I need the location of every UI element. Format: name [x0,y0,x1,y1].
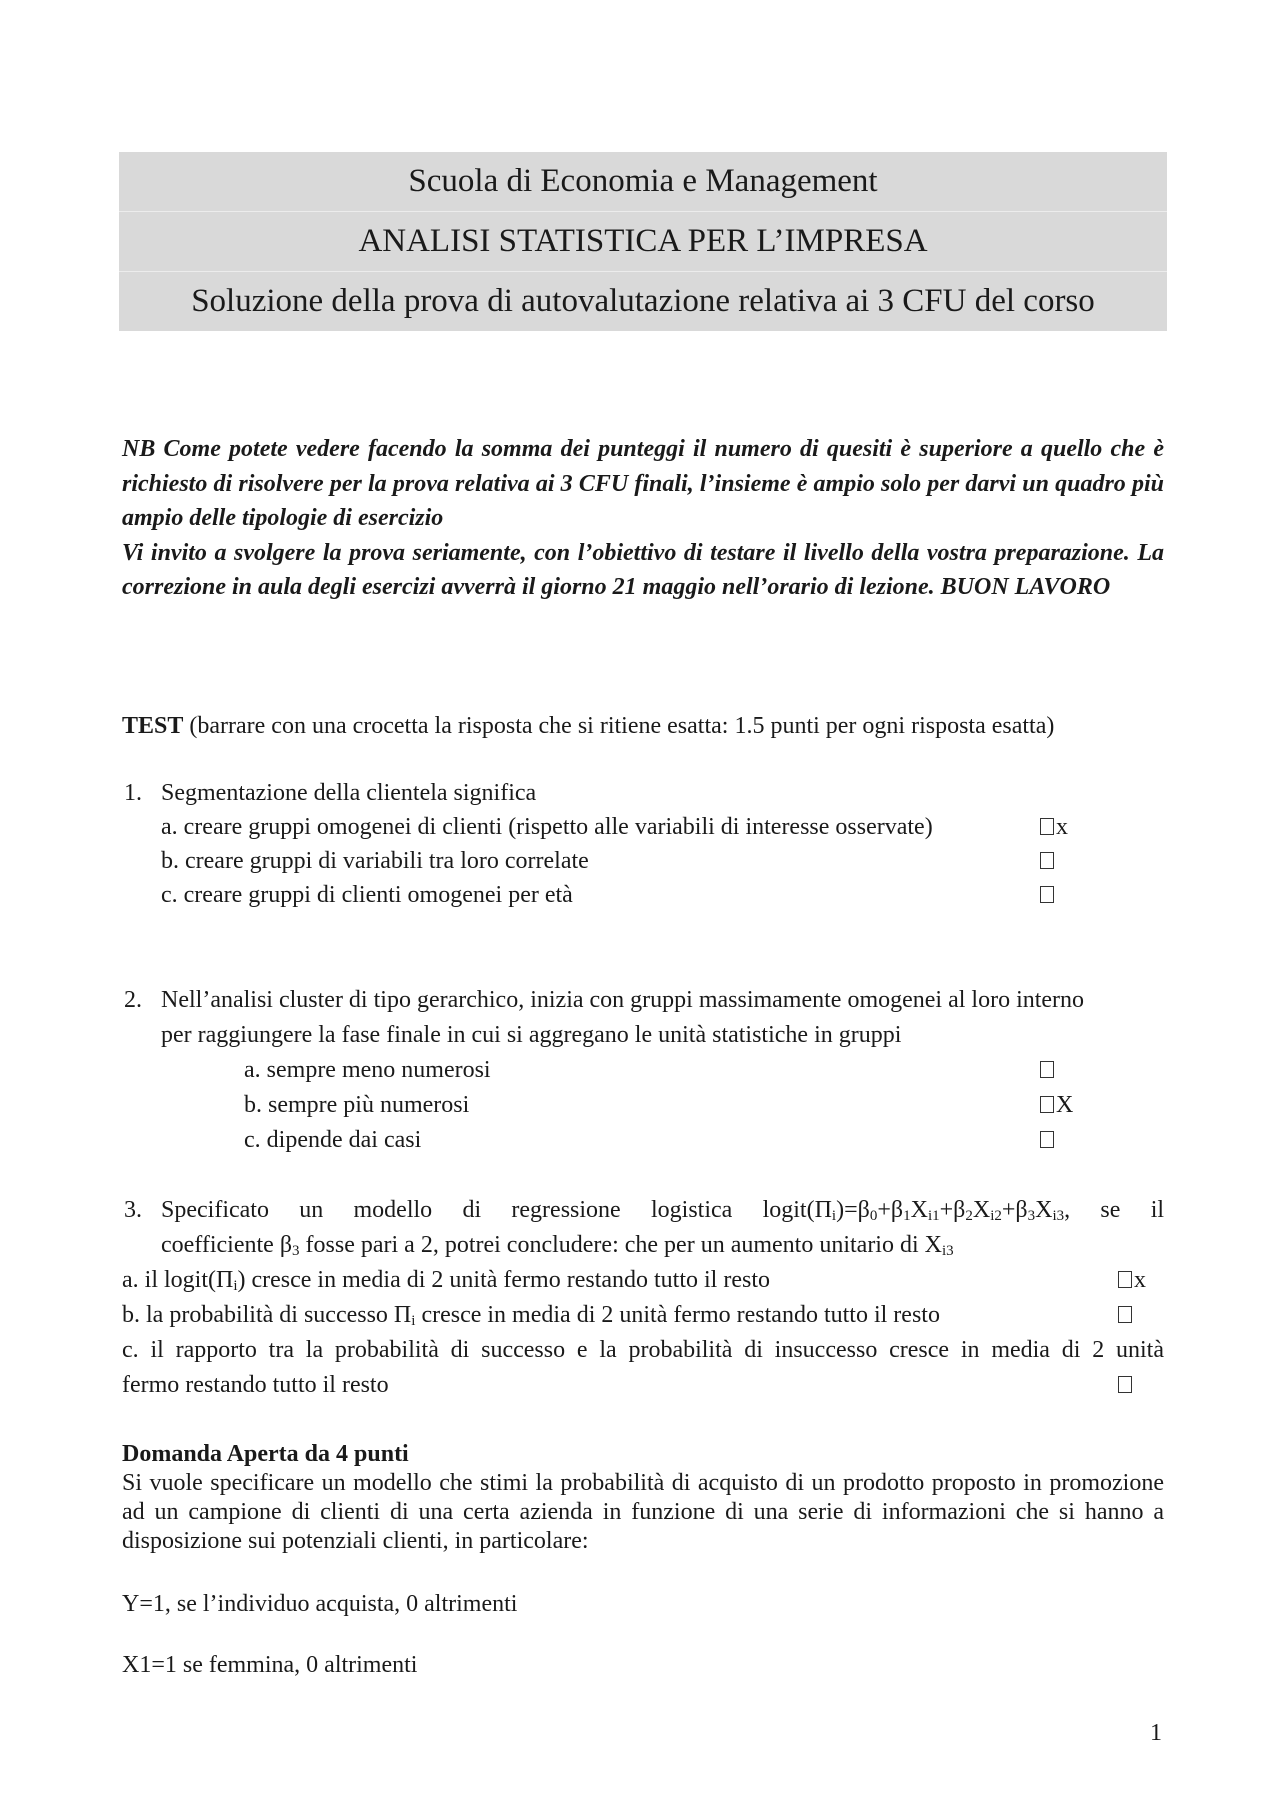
x1-definition: X1=1 se femmina, 0 altrimenti [122,1652,418,1678]
checkbox-icon [1040,1131,1054,1148]
q1-option-a: a. creare gruppi omogenei di clienti (rispetto alle variabili di interesse osservate) [161,814,933,840]
q3-word: se [1100,1197,1121,1223]
checkbox-icon [1040,852,1054,869]
q3-option-b-checkbox[interactable] [1118,1298,1134,1332]
q3-option-a-mark: x [1134,1267,1146,1293]
checkbox-icon [1118,1376,1132,1393]
q2-option-c: c. dipende dai casi [244,1127,422,1153]
q2-option-b-mark: X [1056,1092,1074,1118]
q3-line-1 [161,1193,1164,1227]
q3-word: il [1150,1197,1165,1223]
q3-word: Specificato [161,1197,269,1223]
q3-option-c-line-1: c. il rapporto tra la probabilità di successo e la probabilità di insuccesso cresce in media di 2 unità [122,1337,1164,1363]
q2-option-c-checkbox[interactable] [1040,1123,1056,1157]
test-instructions: (barrare con una crocetta la risposta che si ritiene esatta: 1.5 punti per ogni risposta esatta) [189,713,1055,739]
page-number: 1 [1150,1720,1162,1746]
q2-option-a: a. sempre meno numerosi [244,1057,491,1083]
checkbox-icon [1040,1061,1054,1078]
q2-option-b-checkbox[interactable] [1040,1088,1073,1122]
checkbox-icon [1040,818,1054,835]
q3-word: un [299,1197,324,1223]
school-name: Scuola di Economia e Management [408,163,878,199]
checkbox-icon [1040,1096,1054,1113]
open-question-text: Si vuole specificare un modello che stimi la probabilità di acquisto di un prodotto proposto in promozione ad un campione di clienti di una certa azienda in funzione di una serie di informazioni che si hanno a disposizione sui potenziali clienti, in particolare: [122,1470,1164,1554]
q1-option-a-mark: x [1056,814,1068,840]
q3-option-c-checkbox[interactable] [1118,1368,1134,1402]
q3-option-a: a. il $logit(\Pi_i)$ cresce in media di 2 unità fermo restando tutto il resto [122,1267,770,1294]
q2-line-2: per raggiungere la fase finale in cui si aggregano le unità statistiche in gruppi [161,1022,902,1048]
q3-option-c-line-2: fermo restando tutto il resto [122,1372,389,1398]
q3-formula: $logit(\Pi_i)=\beta_0+\beta_1X_{i1}+\beta_2X_{i2}+\beta_3X_{i3}$, [762,1197,1071,1224]
q1-question: Segmentazione della clientela significa [161,780,537,806]
q3-option-b: b. la probabilità di successo $\Pi_i$ cresce in media di 2 unità fermo restando tutto il resto [122,1302,940,1329]
q1-option-a-checkbox[interactable] [1040,810,1068,844]
q2-line-1: Nell’analisi cluster di tipo gerarchico, inizia con gruppi massimamente omogenei al loro interno [161,987,1085,1013]
document-subtitle: Soluzione della prova di autovalutazione relativa ai 3 CFU del corso [119,271,1167,331]
y-definition: Y=1, se l’individuo acquista, 0 altrimenti [122,1591,518,1617]
q3-number: 3. [124,1197,142,1223]
nb-paragraph-2: Vi invito a svolgere la prova seriamente, con l’obiettivo di testare il livello della vostra preparazione. La correzione in aula degli esercizi avverrà il giorno 21 maggio nell’orario di lezione. BUON LAVORO [122,539,1164,600]
checkbox-icon [1118,1306,1132,1323]
checkbox-icon [1040,886,1054,903]
q2-option-b: b. sempre più numerosi [244,1092,470,1118]
q1-option-c-checkbox[interactable] [1040,878,1056,912]
nb-paragraph-1: NB Come potete vedere facendo la somma dei punteggi il numero di quesiti è superiore a quello che è richiesto di risolvere per la prova relativa ai 3 CFU finali, l’insieme è ampio solo per darvi un quadro più ampio delle tipologie di esercizio [122,436,1164,531]
q2-option-a-checkbox[interactable] [1040,1053,1056,1087]
title-box [119,152,1167,331]
open-question-title: Domanda Aperta da 4 punti [122,1441,409,1467]
test-label: TEST [122,713,184,739]
q3-word: modello [353,1197,433,1223]
q3-line-2: coefficiente $\beta_3$ fosse pari a 2, potrei concludere: che per un aumento unitario di $X_{i3}$ [161,1232,954,1259]
test-heading [122,709,1054,743]
q3-word: regressione [511,1197,621,1223]
q3-option-a-checkbox[interactable] [1118,1263,1146,1297]
course-title: ANALISI STATISTICA PER L’IMPRESA [119,211,1167,271]
q3-word: di [462,1197,482,1223]
q2-number: 2. [124,987,142,1013]
q1-number: 1. [124,780,142,806]
checkbox-icon [1118,1271,1132,1288]
q1-option-b: b. creare gruppi di variabili tra loro correlate [161,848,589,874]
q3-word: logistica [650,1197,733,1223]
q1-option-b-checkbox[interactable] [1040,844,1056,878]
nb-note [122,432,1164,605]
q1-option-c: c. creare gruppi di clienti omogenei per età [161,882,573,908]
